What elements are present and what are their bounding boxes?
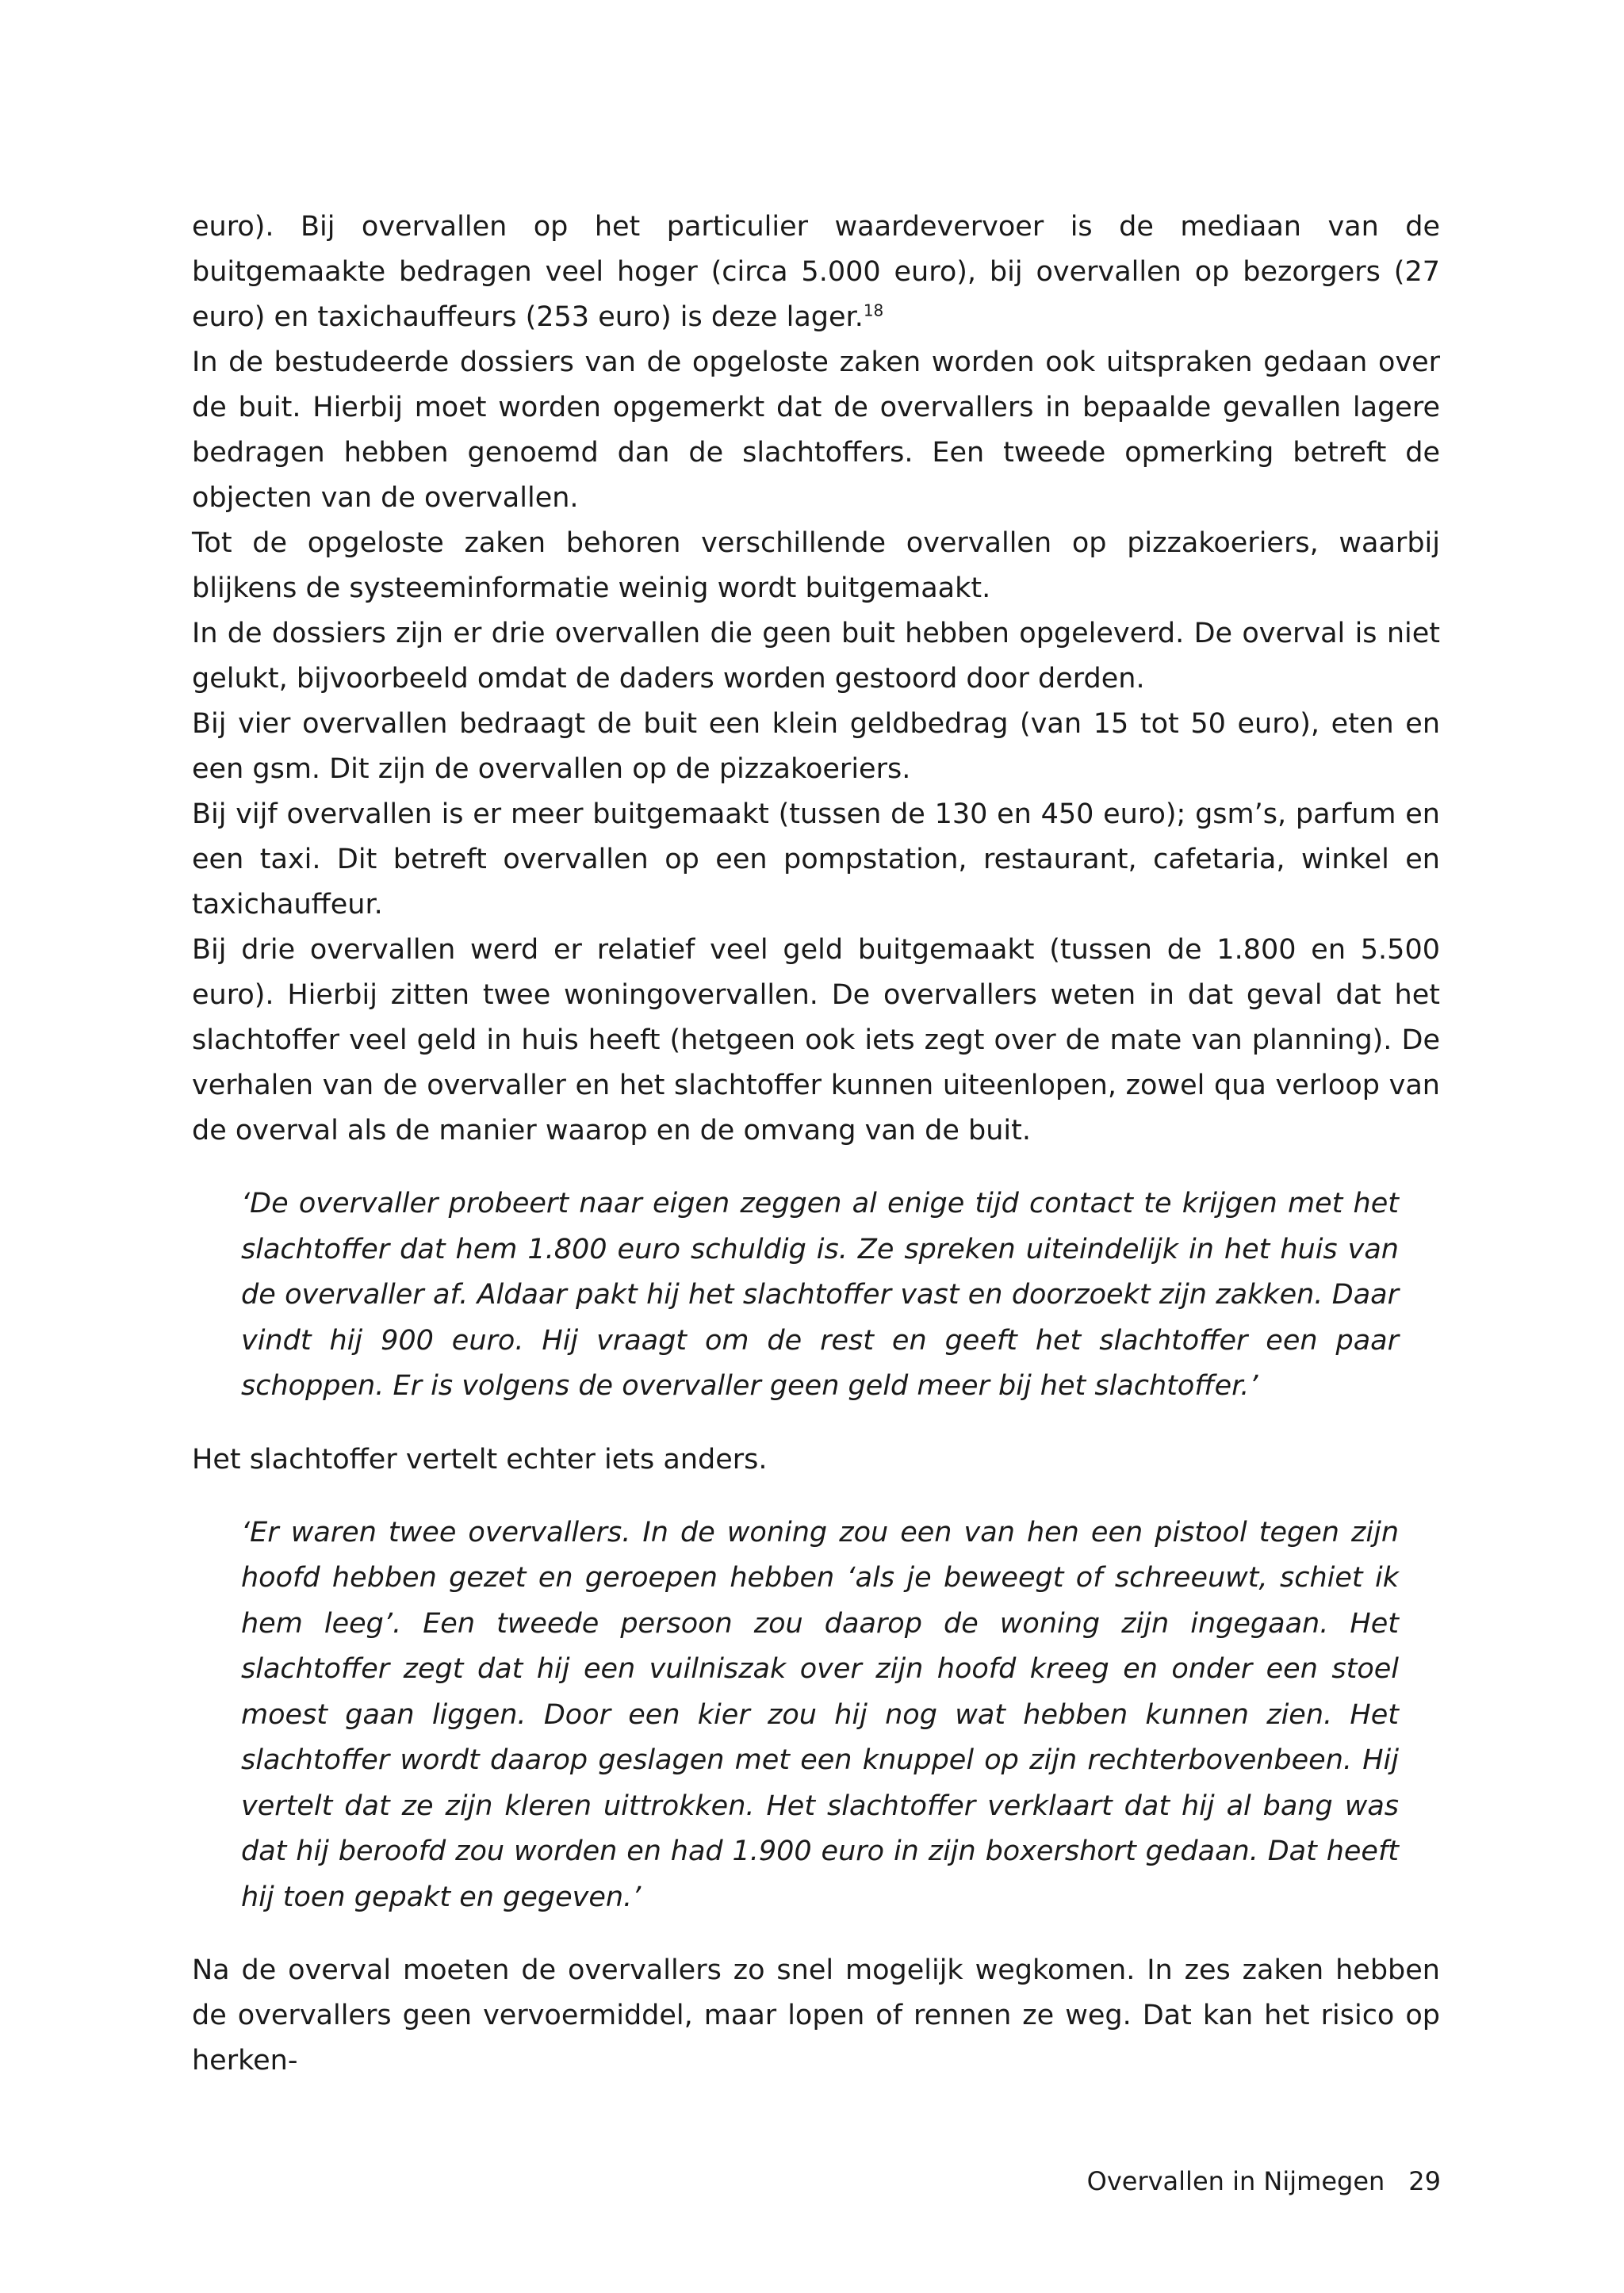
block-quote-victim: ‘Er waren twee overvallers. In de woning zou een van hen een pistool tegen zijn hoofd hebben gezet en geroepen hebben ‘als je beweegt of schreeuwt, schiet ik hem leeg’. Een tweede persoon zou daarop de woning zijn ingegaan. Het slachtoffer zegt dat hij een vuilniszak over zijn hoofd kreeg en onder een stoel moest gaan liggen. Door een kier zou hij nog wat hebben kunnen zien. Het slachtoffer wordt daarop geslagen met een knuppel op zijn rechterbovenbeen. Hij vertelt dat ze zijn kleren uittrokken. Het slachtoffer verklaart dat hij al bang was dat hij beroofd zou worden en had 1.900 euro in zijn boxershort gedaan. Dat heeft hij toen gepakt en gegeven.’ xyxy=(241,1516,1399,1913)
paragraph-6: Bij vijf overvallen is er meer buitgemaakt (tussen de 130 en 450 euro); gsm’s, parfum en een taxi. Dit betreft overvallen op een pompstation, restaurant, cafetaria, winkel en taxichauffeur. xyxy=(192,798,1440,921)
paragraph-8: Het slachtoffer vertelt echter iets anders. xyxy=(192,1443,768,1476)
paragraph-2: In de bestudeerde dossiers van de opgeloste zaken worden ook uitspraken gedaan over de buit. Hierbij moet worden opgemerkt dat de overvallers in bepaalde gevallen lagere bedragen hebben genoemd dan de slachtoffers. Een tweede opmerking betreft de objecten van de overvallen. xyxy=(192,346,1440,514)
paragraph-1-text: euro). Bij overvallen op het particulier waardevervoer is de mediaan van de buitgemaakte bedragen veel hoger (circa 5.000 euro), bij overvallen op bezorgers (27 euro) en taxichauffeurs (253 euro) is deze lager. xyxy=(192,211,1440,333)
paragraph-4: In de dossiers zijn er drie overvallen die geen buit hebben opgeleverd. De overval is niet gelukt, bijvoorbeeld omdat de daders worden gestoord door derden. xyxy=(192,618,1440,695)
running-title: Overvallen in Nijmegen xyxy=(1086,2166,1385,2196)
footnote-marker[interactable]: 18 xyxy=(863,301,884,320)
paragraph-7: Bij drie overvallen werd er relatief veel geld buitgemaakt (tussen de 1.800 en 5.500 euro). Hierbij zitten twee woningovervallen. De overvallers weten in dat geval dat het slachtoffer veel geld in huis heeft (hetgeen ook iets zegt over de mate van planning). De verhalen van de overvaller en het slachtoffer kunnen uiteenlopen, zowel qua verloop van de overval als de manier waarop en de omvang van de buit. xyxy=(192,934,1440,1146)
page-number: 29 xyxy=(1408,2166,1441,2196)
paragraph-9: Na de overval moeten de overvallers zo snel mogelijk wegkomen. In zes zaken hebben de overvallers geen vervoermiddel, maar lopen of rennen ze weg. Dat kan het risico op herken- xyxy=(192,1954,1440,2077)
page-footer xyxy=(1087,2165,1441,2197)
block-quote-offender: ‘De overvaller probeert naar eigen zeggen al enige tijd contact te krijgen met het slachtoffer dat hem 1.800 euro schuldig is. Ze spreken uiteindelijk in het huis van de overvaller af. Aldaar pakt hij het slachtoffer vast en doorzoekt zijn zakken. Daar vindt hij 900 euro. Hij vraagt om de rest en geeft het slachtoffer een paar schoppen. Er is volgens de overvaller geen geld meer bij het slachtoffer.’ xyxy=(241,1188,1399,1402)
paragraph-1 xyxy=(192,205,1440,340)
paragraph-3: Tot de opgeloste zaken behoren verschillende overvallen op pizzakoeriers, waarbij blijkens de systeeminformatie weinig wordt buitgemaakt. xyxy=(192,527,1440,604)
page-body xyxy=(192,205,1440,2084)
paragraph-5: Bij vier overvallen bedraagt de buit een klein geldbedrag (van 15 tot 50 euro), eten en een gsm. Dit zijn de overvallen op de pizzakoeriers. xyxy=(192,708,1440,785)
